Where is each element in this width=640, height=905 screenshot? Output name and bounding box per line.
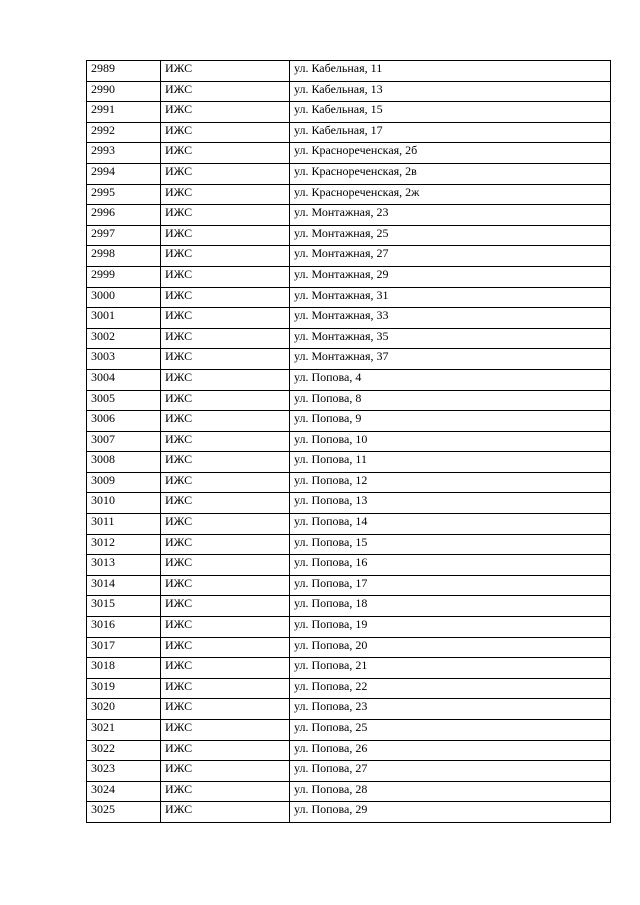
- address-cell: ул. Кабельная, 13: [290, 81, 611, 102]
- table-row: [87, 143, 611, 164]
- table-row: [87, 81, 611, 102]
- address-cell: ул. Попова, 25: [290, 720, 611, 741]
- table-row: [87, 349, 611, 370]
- row-number-cell: 3003: [87, 349, 161, 370]
- table-row: [87, 596, 611, 617]
- address-cell: ул. Краснореченская, 2в: [290, 163, 611, 184]
- table-row: [87, 472, 611, 493]
- row-number-cell: 3024: [87, 781, 161, 802]
- table-row: [87, 740, 611, 761]
- address-cell: ул. Попова, 26: [290, 740, 611, 761]
- row-number-cell: 3013: [87, 555, 161, 576]
- building-type-cell: ИЖС: [161, 720, 290, 741]
- row-number-cell: 3012: [87, 534, 161, 555]
- address-cell: ул. Попова, 18: [290, 596, 611, 617]
- address-cell: ул. Попова, 8: [290, 390, 611, 411]
- building-type-cell: ИЖС: [161, 184, 290, 205]
- address-table: [86, 60, 611, 823]
- building-type-cell: ИЖС: [161, 246, 290, 267]
- building-type-cell: ИЖС: [161, 61, 290, 82]
- building-type-cell: ИЖС: [161, 678, 290, 699]
- row-number-cell: 3011: [87, 514, 161, 535]
- building-type-cell: ИЖС: [161, 81, 290, 102]
- table-row: [87, 266, 611, 287]
- row-number-cell: 2994: [87, 163, 161, 184]
- building-type-cell: ИЖС: [161, 761, 290, 782]
- row-number-cell: 3023: [87, 761, 161, 782]
- row-number-cell: 3002: [87, 328, 161, 349]
- row-number-cell: 2992: [87, 122, 161, 143]
- row-number-cell: 3005: [87, 390, 161, 411]
- table-row: [87, 225, 611, 246]
- building-type-cell: ИЖС: [161, 596, 290, 617]
- table-row: [87, 369, 611, 390]
- row-number-cell: 2990: [87, 81, 161, 102]
- row-number-cell: 3001: [87, 308, 161, 329]
- address-cell: ул. Попова, 9: [290, 411, 611, 432]
- table-row: [87, 431, 611, 452]
- building-type-cell: ИЖС: [161, 658, 290, 679]
- table-row: [87, 493, 611, 514]
- row-number-cell: 2989: [87, 61, 161, 82]
- row-number-cell: 2998: [87, 246, 161, 267]
- address-cell: ул. Попова, 28: [290, 781, 611, 802]
- building-type-cell: ИЖС: [161, 781, 290, 802]
- row-number-cell: 3008: [87, 452, 161, 473]
- table-row: [87, 205, 611, 226]
- row-number-cell: 3016: [87, 617, 161, 638]
- table-row: [87, 637, 611, 658]
- table-row: [87, 720, 611, 741]
- address-cell: ул. Кабельная, 17: [290, 122, 611, 143]
- building-type-cell: ИЖС: [161, 431, 290, 452]
- row-number-cell: 2991: [87, 102, 161, 123]
- address-cell: ул. Попова, 20: [290, 637, 611, 658]
- table-row: [87, 122, 611, 143]
- address-cell: ул. Монтажная, 37: [290, 349, 611, 370]
- table-row: [87, 761, 611, 782]
- table-row: [87, 514, 611, 535]
- address-cell: ул. Монтажная, 27: [290, 246, 611, 267]
- row-number-cell: 2996: [87, 205, 161, 226]
- building-type-cell: ИЖС: [161, 514, 290, 535]
- address-cell: ул. Кабельная, 11: [290, 61, 611, 82]
- table-row: [87, 287, 611, 308]
- building-type-cell: ИЖС: [161, 493, 290, 514]
- table-row: [87, 328, 611, 349]
- building-type-cell: ИЖС: [161, 225, 290, 246]
- table-row: [87, 678, 611, 699]
- table-row: [87, 411, 611, 432]
- building-type-cell: ИЖС: [161, 555, 290, 576]
- address-cell: ул. Попова, 10: [290, 431, 611, 452]
- address-cell: ул. Краснореченская, 2б: [290, 143, 611, 164]
- building-type-cell: ИЖС: [161, 328, 290, 349]
- address-cell: ул. Попова, 16: [290, 555, 611, 576]
- building-type-cell: ИЖС: [161, 349, 290, 370]
- table-row: [87, 102, 611, 123]
- building-type-cell: ИЖС: [161, 163, 290, 184]
- address-cell: ул. Кабельная, 15: [290, 102, 611, 123]
- building-type-cell: ИЖС: [161, 411, 290, 432]
- table-row: [87, 781, 611, 802]
- row-number-cell: 3015: [87, 596, 161, 617]
- row-number-cell: 2993: [87, 143, 161, 164]
- address-cell: ул. Монтажная, 25: [290, 225, 611, 246]
- building-type-cell: ИЖС: [161, 617, 290, 638]
- table-row: [87, 699, 611, 720]
- building-type-cell: ИЖС: [161, 143, 290, 164]
- row-number-cell: 3010: [87, 493, 161, 514]
- address-cell: ул. Краснореченская, 2ж: [290, 184, 611, 205]
- row-number-cell: 3004: [87, 369, 161, 390]
- table-row: [87, 308, 611, 329]
- building-type-cell: ИЖС: [161, 287, 290, 308]
- address-cell: ул. Попова, 27: [290, 761, 611, 782]
- building-type-cell: ИЖС: [161, 390, 290, 411]
- building-type-cell: ИЖС: [161, 102, 290, 123]
- address-cell: ул. Попова, 15: [290, 534, 611, 555]
- address-cell: ул. Попова, 23: [290, 699, 611, 720]
- building-type-cell: ИЖС: [161, 266, 290, 287]
- address-cell: ул. Попова, 4: [290, 369, 611, 390]
- building-type-cell: ИЖС: [161, 534, 290, 555]
- building-type-cell: ИЖС: [161, 308, 290, 329]
- table-row: [87, 184, 611, 205]
- building-type-cell: ИЖС: [161, 369, 290, 390]
- table-row: [87, 617, 611, 638]
- address-cell: ул. Монтажная, 31: [290, 287, 611, 308]
- address-cell: ул. Попова, 22: [290, 678, 611, 699]
- address-table-body: [87, 61, 611, 823]
- table-row: [87, 555, 611, 576]
- row-number-cell: 3025: [87, 802, 161, 823]
- address-cell: ул. Монтажная, 23: [290, 205, 611, 226]
- row-number-cell: 3018: [87, 658, 161, 679]
- row-number-cell: 3014: [87, 575, 161, 596]
- address-cell: ул. Монтажная, 29: [290, 266, 611, 287]
- building-type-cell: ИЖС: [161, 205, 290, 226]
- address-cell: ул. Попова, 11: [290, 452, 611, 473]
- address-cell: ул. Монтажная, 33: [290, 308, 611, 329]
- address-cell: ул. Попова, 12: [290, 472, 611, 493]
- address-cell: ул. Попова, 14: [290, 514, 611, 535]
- building-type-cell: ИЖС: [161, 637, 290, 658]
- building-type-cell: ИЖС: [161, 802, 290, 823]
- row-number-cell: 3000: [87, 287, 161, 308]
- row-number-cell: 3019: [87, 678, 161, 699]
- table-row: [87, 534, 611, 555]
- address-cell: ул. Попова, 21: [290, 658, 611, 679]
- address-cell: ул. Монтажная, 35: [290, 328, 611, 349]
- row-number-cell: 3020: [87, 699, 161, 720]
- table-row: [87, 163, 611, 184]
- row-number-cell: 3007: [87, 431, 161, 452]
- building-type-cell: ИЖС: [161, 740, 290, 761]
- address-cell: ул. Попова, 13: [290, 493, 611, 514]
- building-type-cell: ИЖС: [161, 452, 290, 473]
- address-cell: ул. Попова, 19: [290, 617, 611, 638]
- building-type-cell: ИЖС: [161, 122, 290, 143]
- building-type-cell: ИЖС: [161, 575, 290, 596]
- table-row: [87, 452, 611, 473]
- table-row: [87, 658, 611, 679]
- row-number-cell: 3006: [87, 411, 161, 432]
- row-number-cell: 2995: [87, 184, 161, 205]
- table-row: [87, 61, 611, 82]
- row-number-cell: 3021: [87, 720, 161, 741]
- table-row: [87, 575, 611, 596]
- table-row: [87, 802, 611, 823]
- building-type-cell: ИЖС: [161, 699, 290, 720]
- row-number-cell: 3022: [87, 740, 161, 761]
- building-type-cell: ИЖС: [161, 472, 290, 493]
- row-number-cell: 2999: [87, 266, 161, 287]
- table-row: [87, 246, 611, 267]
- row-number-cell: 2997: [87, 225, 161, 246]
- address-cell: ул. Попова, 29: [290, 802, 611, 823]
- table-row: [87, 390, 611, 411]
- row-number-cell: 3017: [87, 637, 161, 658]
- address-cell: ул. Попова, 17: [290, 575, 611, 596]
- row-number-cell: 3009: [87, 472, 161, 493]
